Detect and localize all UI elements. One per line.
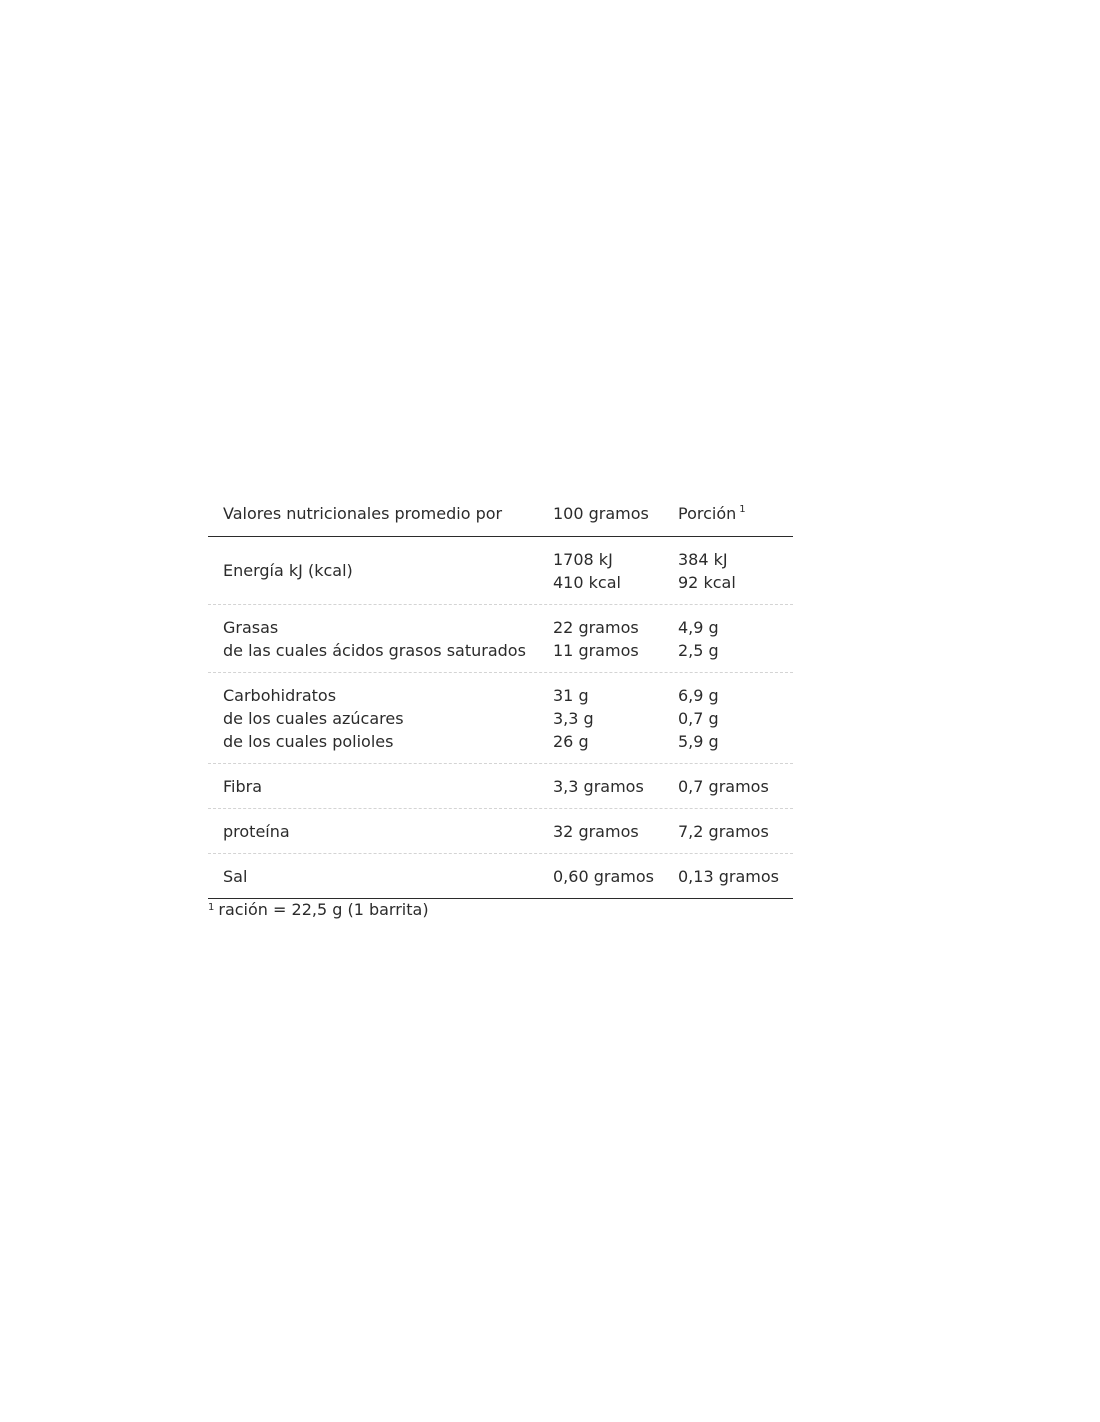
row-per-100g: 32 gramos <box>553 821 639 841</box>
row-portion: 0,13 gramos <box>678 866 779 886</box>
row-value-line: 0,7 g <box>678 708 719 728</box>
row-value-line: 22 gramos <box>553 617 639 637</box>
row-per-100g: 0,60 gramos <box>553 866 654 886</box>
header-portion-footnote-marker: 1 <box>739 503 746 515</box>
row-label: Sal <box>223 866 248 886</box>
row-value-line: 1708 kJ <box>553 549 613 569</box>
nutrition-table <box>208 490 793 899</box>
table-row-fat <box>208 605 793 673</box>
row-label-line: Carbohidratos <box>223 685 337 705</box>
row-label-line: de las cuales ácidos grasos saturados <box>223 640 526 660</box>
row-label-line: de los cuales azúcares <box>223 708 404 728</box>
row-portion <box>668 673 793 763</box>
table-row-salt <box>208 854 793 899</box>
row-per-100g <box>538 537 668 604</box>
row-value-line: 6,9 g <box>678 685 719 705</box>
row-label <box>208 537 538 604</box>
row-label: Fibra <box>223 776 263 796</box>
header-per-100g: 100 gramos <box>553 503 649 523</box>
row-per-100g: 3,3 gramos <box>553 776 644 796</box>
row-value-line: 92 kcal <box>678 572 736 592</box>
row-value-line: 2,5 g <box>678 640 719 660</box>
row-per-100g <box>538 605 668 672</box>
footnote-marker: 1 <box>208 902 215 913</box>
nutrition-panel <box>208 490 793 920</box>
row-value-line: 410 kcal <box>553 572 621 592</box>
row-value-line: 4,9 g <box>678 617 719 637</box>
row-label <box>208 605 538 672</box>
row-value-line: 11 gramos <box>553 640 639 660</box>
row-value-line: 3,3 g <box>553 708 594 728</box>
table-row-protein <box>208 809 793 854</box>
row-portion <box>668 537 793 604</box>
row-portion: 7,2 gramos <box>678 821 769 841</box>
header-portion <box>668 502 793 525</box>
header-portion-label: Porción <box>678 503 737 523</box>
table-row-energy <box>208 537 793 605</box>
row-value-line: 5,9 g <box>678 731 719 751</box>
row-value-line: 31 g <box>553 685 589 705</box>
row-per-100g <box>538 673 668 763</box>
row-label <box>208 673 538 763</box>
row-label-line: Grasas <box>223 617 279 637</box>
row-label-line: de los cuales polioles <box>223 731 394 751</box>
row-label-line: Energía kJ (kcal) <box>223 561 353 580</box>
row-value-line: 26 g <box>553 731 589 751</box>
row-portion: 0,7 gramos <box>678 776 769 796</box>
table-row-fiber <box>208 764 793 809</box>
table-header <box>208 490 793 537</box>
row-portion <box>668 605 793 672</box>
footnote <box>208 900 793 920</box>
header-label: Valores nutricionales promedio por <box>223 503 503 523</box>
row-label: proteína <box>223 821 290 841</box>
row-value-line: 384 kJ <box>678 549 728 569</box>
table-row-carbohydrates <box>208 673 793 764</box>
footnote-text: ración = 22,5 g (1 barrita) <box>218 900 429 919</box>
